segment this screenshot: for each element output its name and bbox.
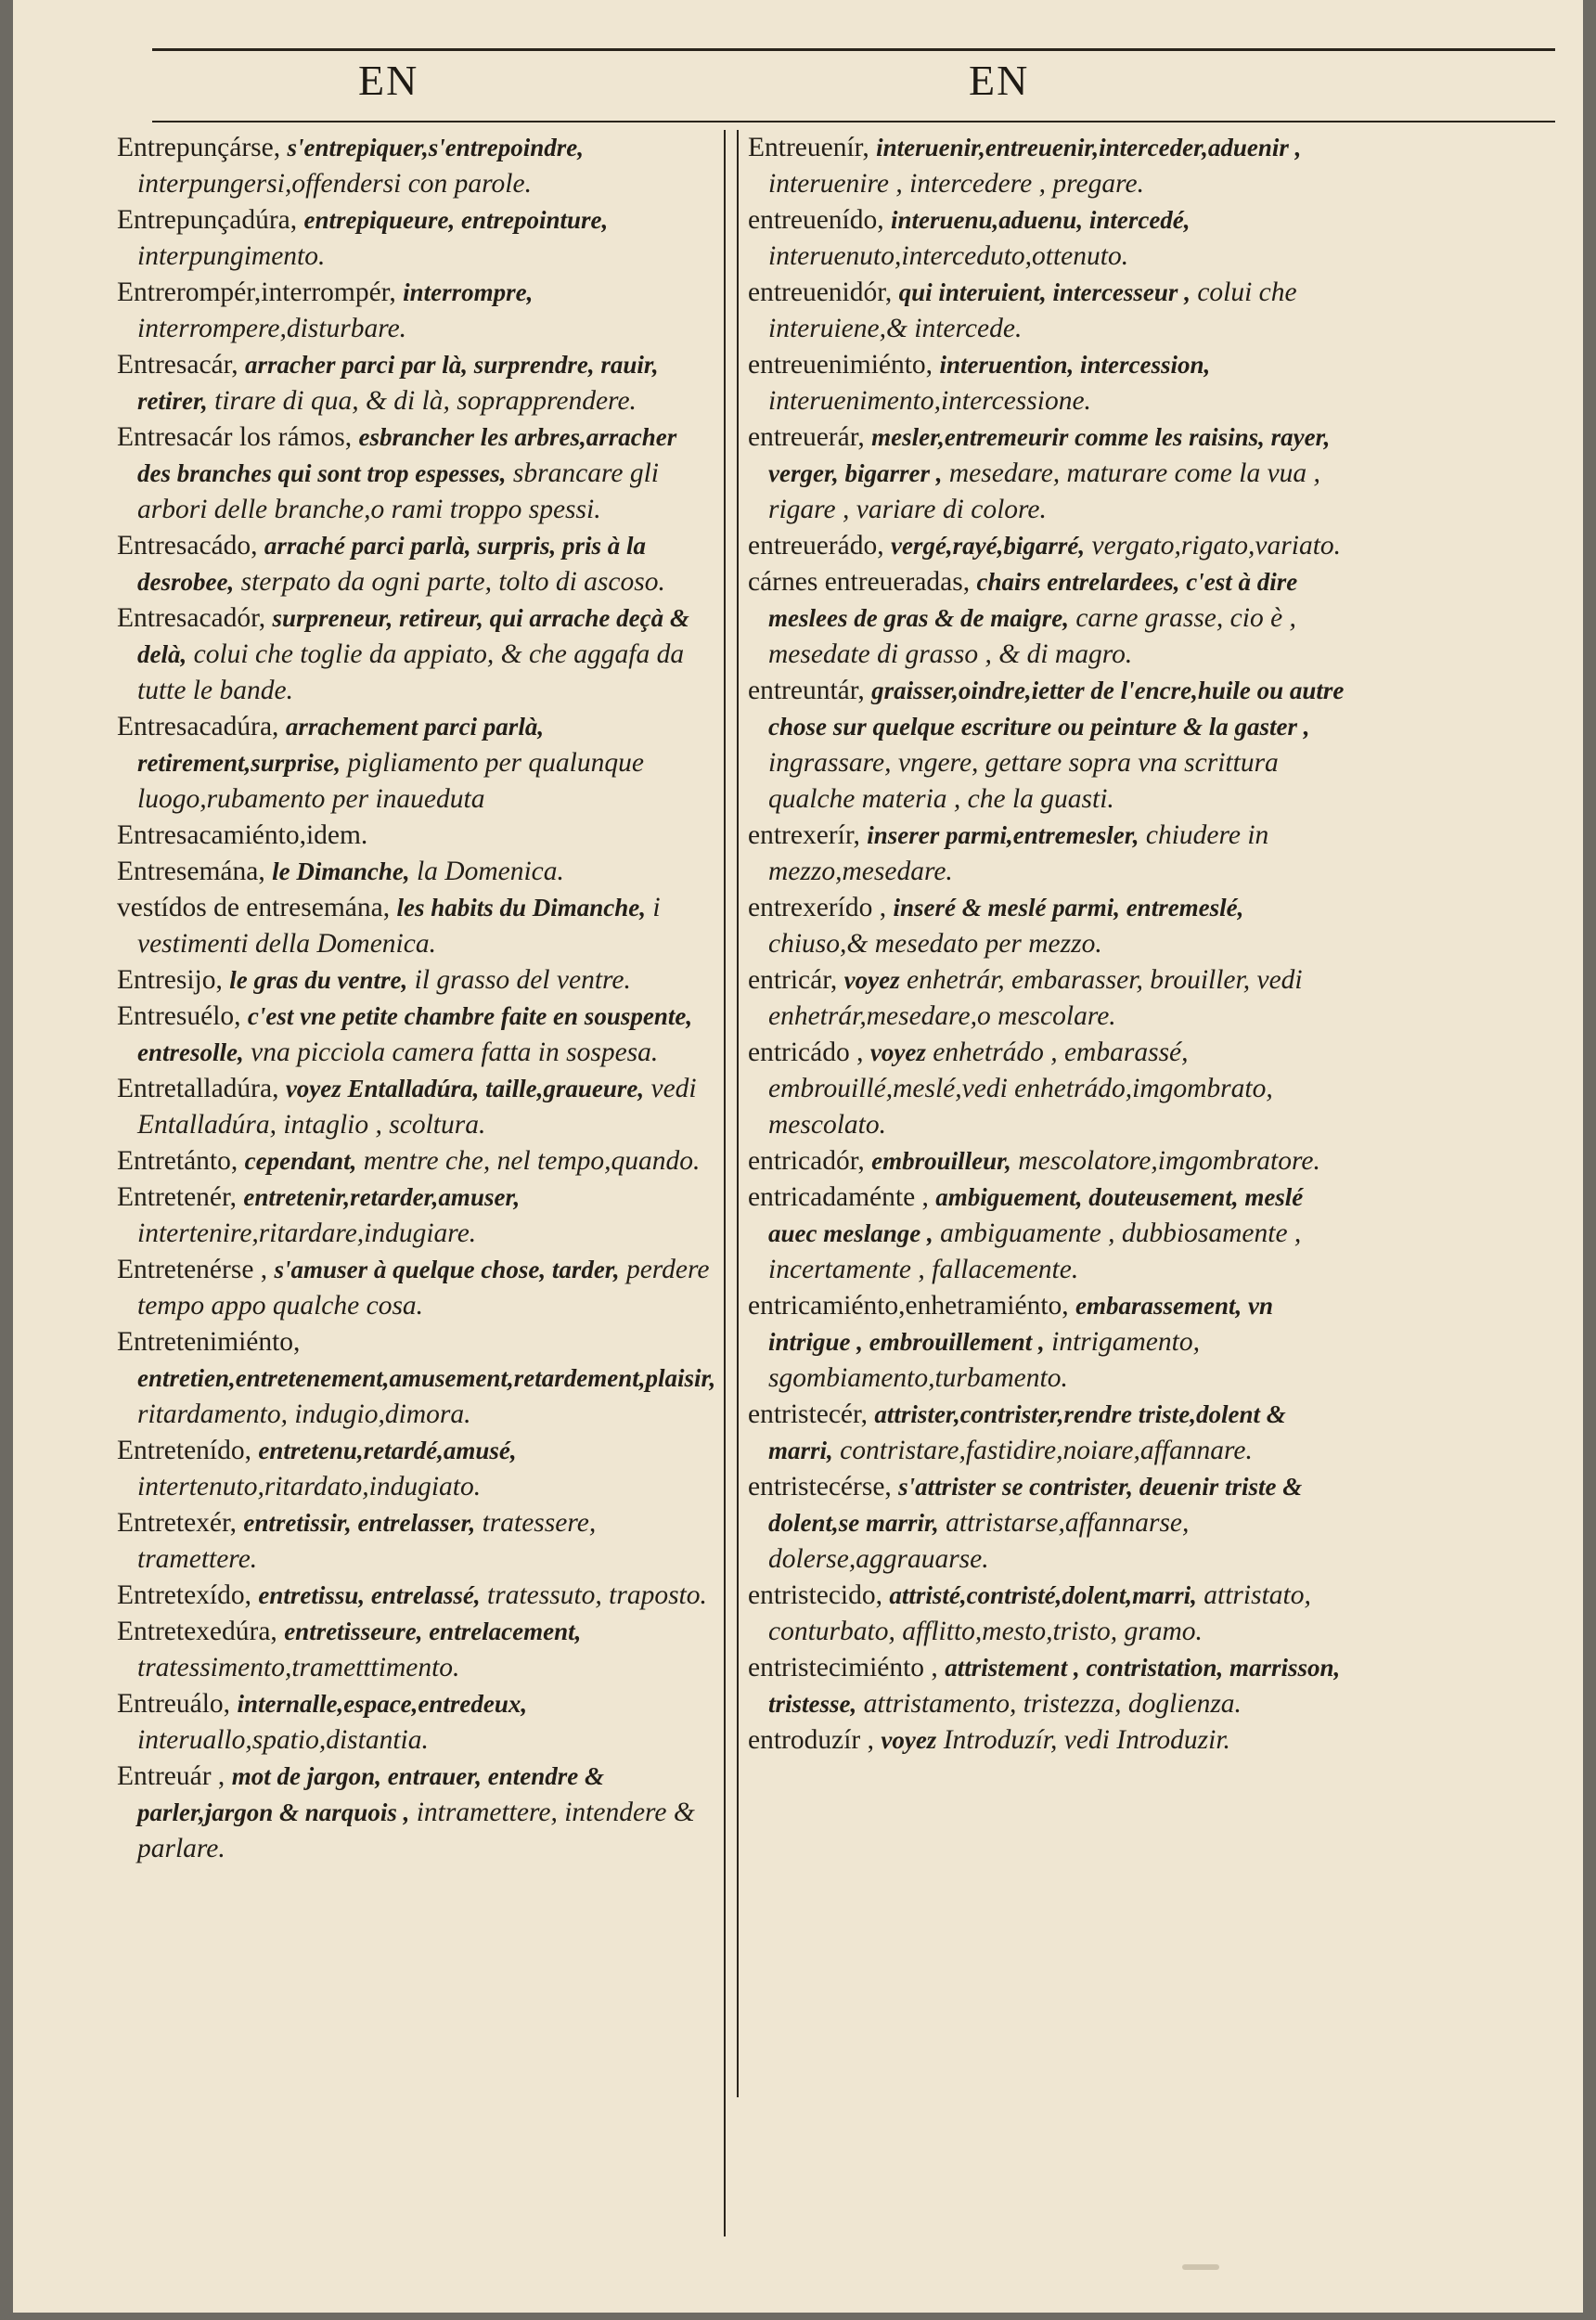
headword: entrexerír,: [748, 820, 860, 850]
dictionary-entry: [748, 1288, 1346, 1397]
french-gloss: vergé,rayé,bigarré,: [890, 532, 1086, 560]
dictionary-entry: [117, 854, 715, 890]
italian-gloss: enhetrádo , embarassé, embrouillé,meslé,vedi enhetrádo,imgombrato, mescolato.: [768, 1038, 1273, 1140]
italian-gloss: tratessere, tramettere.: [137, 1508, 597, 1574]
french-gloss: internalle,espace,entredeux,: [237, 1690, 528, 1718]
french-gloss: interuenu,aduenu, intercedé,: [891, 206, 1191, 234]
dictionary-entry: [748, 1143, 1346, 1179]
french-gloss: cependant,: [244, 1147, 357, 1175]
italian-gloss: interpungersi,offendersi con parole.: [137, 169, 532, 199]
french-gloss: entretissu, entrelassé,: [258, 1581, 481, 1609]
dictionary-entry: [117, 1324, 715, 1433]
column-divider: [724, 130, 726, 2236]
italian-gloss: intramettere, intendere & parlare.: [137, 1798, 695, 1863]
headword: entricádo ,: [748, 1038, 864, 1067]
italian-gloss: interuenimento,intercessione.: [768, 386, 1091, 416]
dictionary-entry: [748, 818, 1346, 890]
headword: entristecér,: [748, 1399, 869, 1429]
headword: vestídos de entresemána,: [117, 893, 391, 922]
dictionary-entry: [117, 1143, 715, 1179]
dictionary-entry: [117, 347, 715, 419]
italian-gloss: tratessimento,trametttimento.: [137, 1653, 460, 1682]
headword: entreuenidór,: [748, 277, 893, 307]
french-gloss: entretissir, entrelasser,: [243, 1509, 476, 1537]
french-gloss: s'attrister se contrister, deuenir triste & dolent,se marrir,: [768, 1473, 1303, 1537]
french-gloss: s'amuser à quelque chose, tarder,: [274, 1256, 620, 1283]
italian-gloss: ritardamento, indugio,dimora.: [137, 1399, 471, 1429]
dictionary-entry: [748, 130, 1346, 202]
italian-gloss: contristare,fastidire,noiare,affannare.: [840, 1436, 1253, 1465]
dictionary-entry: [748, 962, 1346, 1035]
french-gloss: embarassement, vn intrigue , embrouillement ,: [768, 1292, 1274, 1356]
headword: Entresacadór,: [117, 603, 266, 633]
italian-gloss: sterpato da ogni parte, tolto di ascoso.: [240, 567, 665, 597]
dictionary-entry: [748, 419, 1346, 528]
dictionary-entry: [748, 1179, 1346, 1288]
french-gloss: arrachement parci parlà, retirement,surprise,: [137, 713, 545, 777]
dictionary-entry: [748, 673, 1346, 818]
headword: Entresacadúra,: [117, 712, 279, 741]
headword: entricadór,: [748, 1146, 865, 1176]
headword: entristecido,: [748, 1580, 882, 1610]
french-gloss: entretenu,retardé,amusé,: [258, 1437, 517, 1464]
headword: entristecérse,: [748, 1472, 892, 1502]
italian-gloss: sbrancare gli arbori delle branche,o rami troppo spessi.: [137, 458, 659, 524]
french-gloss: embrouilleur,: [871, 1147, 1011, 1175]
headword: Entrepunçadúra,: [117, 205, 298, 235]
french-gloss: mot de jargon, entrauer, entendre & parler,jargon & narquois ,: [137, 1762, 604, 1826]
dictionary-entry: [117, 1071, 715, 1143]
dictionary-entry: [117, 1433, 715, 1505]
headword: entricamiénto,enhetramiénto,: [748, 1291, 1069, 1321]
french-gloss: c'est vne petite chambre faite en souspente, entresolle,: [137, 1002, 693, 1066]
headword: entrexerído ,: [748, 893, 887, 922]
italian-gloss: pigliamento per qualunque luogo,rubamento per inaueduta: [137, 748, 644, 814]
headword: entreuenimiénto,: [748, 350, 933, 380]
french-gloss: attrister,contrister,rendre triste,dolent & marri,: [768, 1400, 1286, 1464]
french-gloss: interuenir,entreuenir,interceder,aduenir ,: [876, 134, 1302, 161]
dictionary-entry: [117, 275, 715, 347]
french-gloss: entretisseure, entrelacement,: [284, 1618, 582, 1645]
headword: Entreuár ,: [117, 1761, 225, 1791]
italian-gloss: intrigamento, sgombiamento,turbamento.: [768, 1327, 1200, 1393]
french-gloss: voyez: [881, 1726, 937, 1754]
dictionary-entry: [117, 600, 715, 709]
italian-gloss: vergato,rigato,variato.: [1091, 531, 1342, 561]
headword: entreuenído,: [748, 205, 884, 235]
dictionary-entry: [117, 999, 715, 1071]
italian-gloss: attristato, conturbato, afflitto,mesto,tristo, gramo.: [768, 1580, 1311, 1646]
dictionary-entry: [117, 1686, 715, 1759]
french-gloss: esbrancher les arbres,arracher des branches qui sont trop espesses,: [137, 423, 677, 487]
dictionary-entry: [117, 130, 715, 202]
headword: Entrerompér,interrompér,: [117, 277, 396, 307]
headword: Entretenérse ,: [117, 1255, 268, 1284]
dictionary-entry: [748, 1469, 1346, 1578]
headword: Entretalladúra,: [117, 1074, 279, 1103]
headword: Entretexér,: [117, 1508, 238, 1538]
top-rule: [152, 48, 1555, 51]
french-gloss: arraché parci parlà, surpris, pris à la desrobee,: [137, 532, 646, 596]
dictionary-entry: [117, 962, 715, 999]
headword: Entresacár,: [117, 350, 238, 380]
italian-gloss: ambiguamente , dubbiosamente , incertamente , fallacemente.: [768, 1218, 1302, 1284]
ink-smudge: [1182, 2264, 1219, 2270]
headword: Entreuálo,: [117, 1689, 231, 1719]
dictionary-entry: [748, 564, 1346, 673]
right-column: [748, 130, 1346, 1759]
french-gloss: interuention, intercession,: [939, 351, 1211, 379]
italian-gloss: mescolatore,imgombratore.: [1018, 1146, 1320, 1176]
french-gloss: voyez: [869, 1038, 926, 1066]
french-gloss: les habits du Dimanche,: [396, 894, 646, 922]
italian-gloss: mesedare, maturare come la vua , rigare , variare di colore.: [768, 458, 1320, 524]
italian-gloss: attristamento, tristezza, doglienza.: [863, 1689, 1242, 1719]
french-gloss: arracher parci par là, surprendre, rauir, retirer,: [137, 351, 659, 415]
dictionary-entry: [117, 202, 715, 275]
italian-gloss: intertenuto,ritardato,indugiato.: [137, 1472, 482, 1502]
headword: entricadaménte ,: [748, 1182, 929, 1212]
italian-gloss: i vestimenti della Domenica.: [137, 893, 661, 959]
french-gloss: voyez Entalladúra, taille,graueure,: [285, 1075, 645, 1102]
italian-gloss: perdere tempo appo qualche cosa.: [137, 1255, 710, 1321]
dictionary-entry: [117, 419, 715, 528]
dictionary-entry: [748, 1722, 1346, 1759]
french-gloss: s'entrepiquer,s'entrepoindre,: [287, 134, 584, 161]
dictionary-entry: [117, 818, 715, 854]
italian-gloss: Introduzír, vedi Introduzir.: [943, 1725, 1230, 1755]
headword: entreuerádo,: [748, 531, 884, 561]
headword: Entresacamiénto,idem.: [117, 820, 368, 850]
dictionary-entry: [117, 890, 715, 962]
dictionary-entry: [117, 709, 715, 818]
left-column: [117, 130, 715, 1867]
dictionary-entry: [117, 1578, 715, 1614]
french-gloss: mesler,entremeurir comme les raisins, rayer, verger, bigarrer ,: [768, 423, 1331, 487]
italian-gloss: interpungimento.: [137, 241, 326, 271]
headword: Entrepunçárse,: [117, 133, 281, 162]
french-gloss: le gras du ventre,: [229, 966, 408, 994]
headword: Entretenimiénto,: [117, 1327, 301, 1357]
headword: cárnes entreueradas,: [748, 567, 971, 597]
french-gloss: interrompre,: [403, 278, 534, 306]
french-gloss: voyez: [843, 966, 900, 994]
french-gloss: entretien,entretenement,amusement,retardement,plaisir,: [137, 1364, 716, 1392]
french-gloss: entretenir,retarder,amuser,: [243, 1183, 521, 1211]
dictionary-entry: [117, 1252, 715, 1324]
headword: Entresacár los rámos,: [117, 422, 353, 452]
headword: Entretenér,: [117, 1182, 238, 1212]
dictionary-entry: [748, 202, 1346, 275]
italian-gloss: attristarse,affannarse, dolerse,aggrauarse.: [768, 1508, 1190, 1574]
dictionary-entry: [748, 1578, 1346, 1650]
italian-gloss: colui che interuiene,& intercede.: [768, 277, 1297, 343]
french-gloss: qui interuient, intercesseur ,: [898, 278, 1191, 306]
dictionary-entry: [748, 890, 1346, 962]
headword: Entresuélo,: [117, 1001, 241, 1031]
italian-gloss: interuenire , intercedere , pregare.: [768, 169, 1144, 199]
dictionary-entry: [117, 1505, 715, 1578]
dictionary-entry: [117, 1179, 715, 1252]
headword: Entreuenír,: [748, 133, 869, 162]
italian-gloss: carne grasse, cio è , mesedate di grasso , & di magro.: [768, 603, 1296, 669]
dictionary-entry: [748, 1397, 1346, 1469]
french-gloss: graisser,oindre,ietter de l'encre,huile ou autre chose sur quelque escriture ou peinture & la gaster ,: [768, 677, 1345, 741]
italian-gloss: intertenire,ritardare,indugiare.: [137, 1218, 477, 1248]
italian-gloss: chiuso,& mesedato per mezzo.: [768, 929, 1102, 959]
headword: Entresemána,: [117, 857, 265, 886]
french-gloss: surpreneur, retireur, qui arrache deçà & delà,: [137, 604, 689, 668]
french-gloss: chairs entrelardees, c'est à dire meslees de gras & de maigre,: [768, 568, 1298, 632]
french-gloss: inseré & meslé parmi, entremeslé,: [893, 894, 1244, 922]
italian-gloss: la Domenica.: [416, 857, 564, 886]
running-head-right: EN: [969, 57, 1030, 104]
headword: Entretánto,: [117, 1146, 238, 1176]
italian-gloss: vna picciola camera fatta in sospesa.: [251, 1038, 659, 1067]
headword: Entretenído,: [117, 1436, 251, 1465]
french-gloss: le Dimanche,: [272, 857, 410, 885]
italian-gloss: interuallo,spatio,distantia.: [137, 1725, 429, 1755]
italian-gloss: tirare di qua, & di là, soprapprendere.: [214, 386, 637, 416]
italian-gloss: vedi Entalladúra, intaglio , scoltura.: [137, 1074, 697, 1140]
french-gloss: entrepiqueure, entrepointure,: [303, 206, 609, 234]
italian-gloss: interuenuto,interceduto,ottenuto.: [768, 241, 1129, 271]
italian-gloss: chiudere in mezzo,mesedare.: [768, 820, 1269, 886]
dictionary-entry: [748, 528, 1346, 564]
headword: entricár,: [748, 965, 838, 995]
headword: Entresijo,: [117, 965, 223, 995]
dictionary-entry: [748, 347, 1346, 419]
dictionary-entry: [748, 1650, 1346, 1722]
column-divider: [737, 130, 739, 2097]
italian-gloss: il grasso del ventre.: [414, 965, 631, 995]
italian-gloss: colui che toglie da appiato, & che aggafa da tutte le bande.: [137, 639, 685, 705]
dictionary-entry: [748, 1035, 1346, 1143]
dictionary-entry: [117, 528, 715, 600]
headword: Entretexedúra,: [117, 1617, 277, 1646]
headword: Entretexído,: [117, 1580, 251, 1610]
headword: entreuntár,: [748, 676, 865, 705]
dictionary-entry: [748, 275, 1346, 347]
running-head-left: EN: [358, 57, 419, 104]
headword: entroduzír ,: [748, 1725, 874, 1755]
french-gloss: ambiguement, douteusement, meslé auec meslange ,: [768, 1183, 1304, 1247]
dictionary-page: [13, 0, 1583, 2313]
italian-gloss: interrompere,disturbare.: [137, 314, 407, 343]
dictionary-entry: [117, 1759, 715, 1867]
dictionary-entry: [117, 1614, 715, 1686]
italian-gloss: tratessuto, traposto.: [487, 1580, 707, 1610]
italian-gloss: mentre che, nel tempo,quando.: [363, 1146, 701, 1176]
italian-gloss: ingrassare, vngere, gettare sopra vna scrittura qualche materia , che la guasti.: [768, 748, 1279, 814]
french-gloss: attristement , contristation, marrisson, tristesse,: [768, 1654, 1341, 1718]
french-gloss: inserer parmi,entremesler,: [867, 821, 1139, 849]
headword: entristecimiénto ,: [748, 1653, 938, 1682]
headword: entreuerár,: [748, 422, 865, 452]
headword: Entresacádo,: [117, 531, 258, 561]
italian-gloss: enhetrár, embarasser, brouiller, vedi enhetrár,mesedare,o mescolare.: [768, 965, 1303, 1031]
french-gloss: attristé,contristé,dolent,marri,: [889, 1581, 1197, 1609]
header-rule: [152, 121, 1555, 122]
